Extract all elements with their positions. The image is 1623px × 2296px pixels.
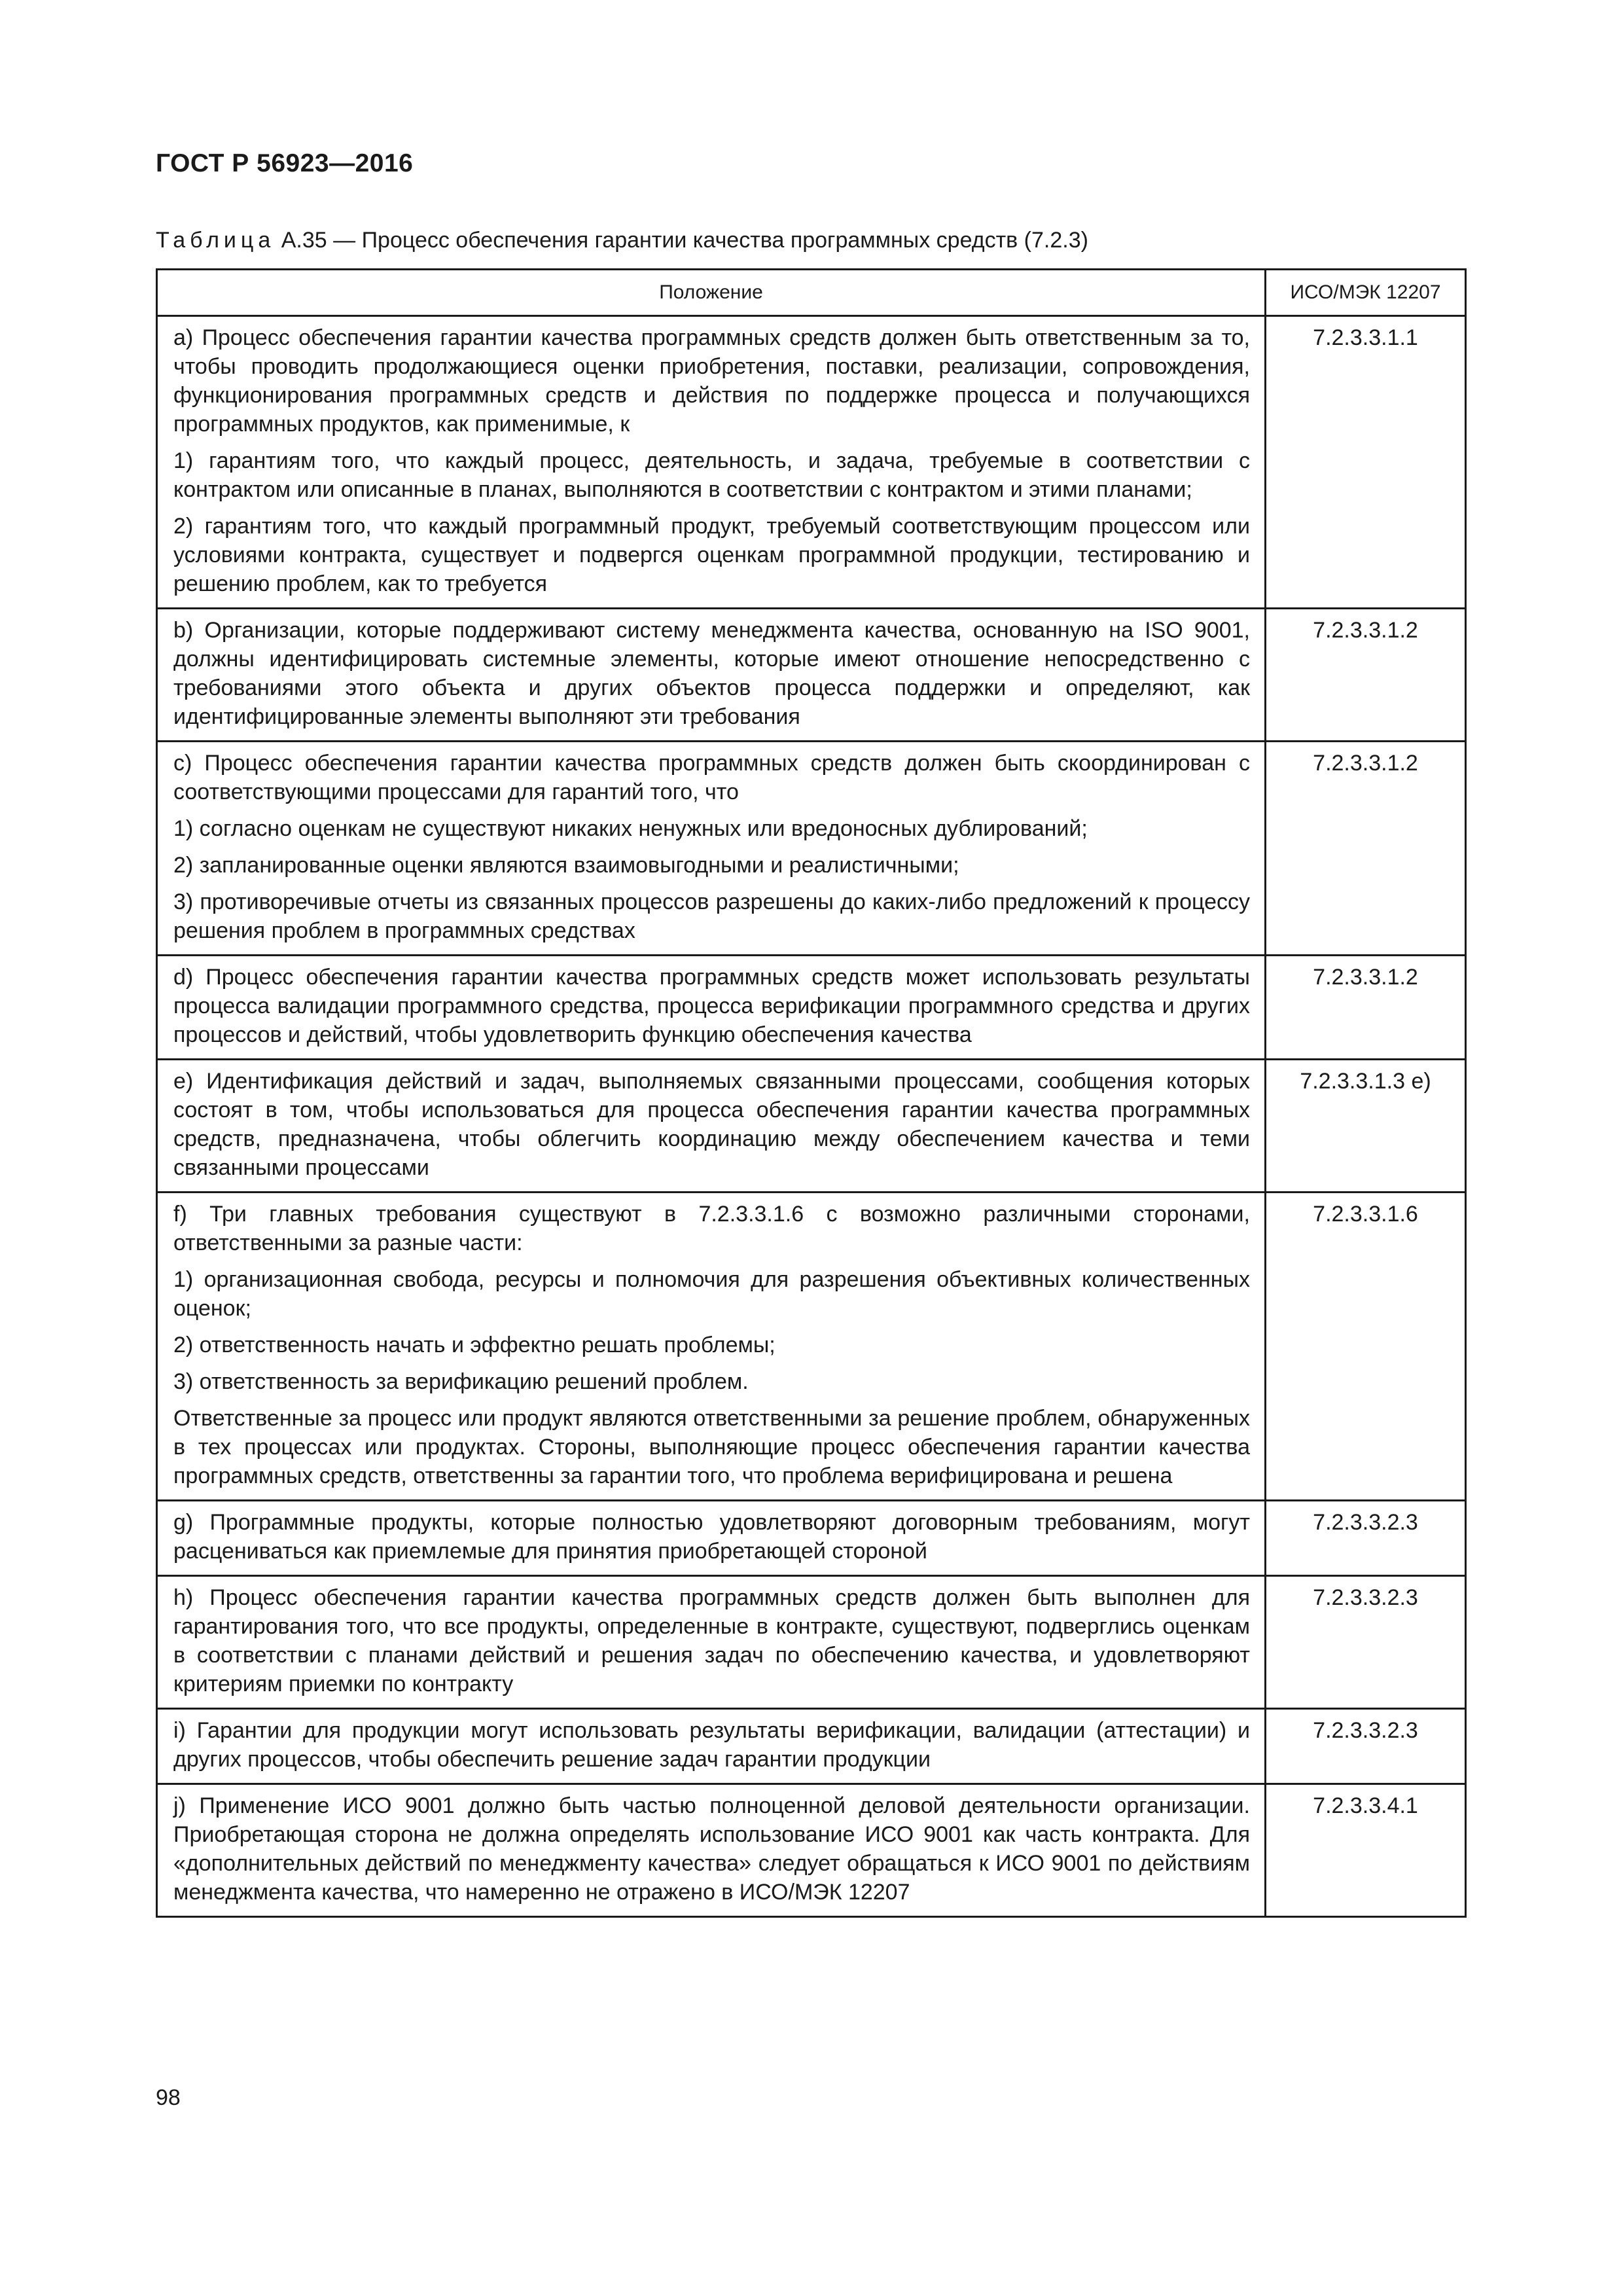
table-row [157, 1709, 1466, 1784]
iso-reference-cell: 7.2.3.3.2.3 [1266, 1501, 1466, 1576]
table-row [157, 742, 1466, 956]
provision-paragraph: 1) согласно оценкам не существуют никаких ненужных или вредоносных дублирований; [173, 816, 1088, 841]
table-row [157, 956, 1466, 1060]
provision-cell [157, 1784, 1266, 1917]
iso-reference-cell: 7.2.3.3.2.3 [1266, 1709, 1466, 1784]
provision-cell [157, 1576, 1266, 1709]
iso-reference-cell: 7.2.3.3.1.2 [1266, 742, 1466, 956]
iso-reference-cell: 7.2.3.3.1.1 [1266, 316, 1466, 609]
table-row [157, 1784, 1466, 1917]
table-row [157, 1060, 1466, 1193]
provision-paragraph: 2) запланированные оценки являются взаимовыгодными и реалистичными; [173, 853, 959, 878]
table-caption-prefix: Таблица [156, 228, 276, 253]
table-row [157, 316, 1466, 609]
provision-paragraph: c) Процесс обеспечения гарантии качества программных средств должен быть скоординирован с соответствующими процессами для гарантий того, что [173, 751, 1250, 804]
provision-cell [157, 316, 1266, 609]
provision-paragraph: Ответственные за процесс или продукт являются ответственными за решение проблем, обнаруженных в тех процессах или продуктах. Стороны, выполняющие процесс обеспечения гарантии качества программных средств, ответственны за гарантии того, что проблема верифицирована и решена [173, 1406, 1250, 1488]
page-number: 98 [156, 2085, 181, 2110]
iso-reference-cell: 7.2.3.3.1.3 e) [1266, 1060, 1466, 1193]
provision-cell [157, 1709, 1266, 1784]
document-header: ГОСТ Р 56923—2016 [156, 149, 414, 177]
table-row [157, 1193, 1466, 1501]
provision-paragraph: 1) организационная свобода, ресурсы и полномочия для разрешения объективных количественных оценок; [173, 1267, 1250, 1321]
provision-cell [157, 1501, 1266, 1576]
provision-paragraph: g) Программные продукты, которые полностью удовлетворяют договорным требованиям, могут расцениваться как приемлемые для принятия приобретающей стороной [173, 1510, 1250, 1564]
provision-paragraph: d) Процесс обеспечения гарантии качества программных средств может использовать результаты процесса валидации программного средства, процесса верификации программного средства и других процессов и действий, чтобы удовлетворить функцию обеспечения качества [173, 965, 1250, 1047]
iso-reference-cell: 7.2.3.3.1.2 [1266, 609, 1466, 742]
provision-cell [157, 1193, 1266, 1501]
provision-paragraph: 2) гарантиям того, что каждый программный продукт, требуемый соответствующим процессом или условиями контракта, существует и подвергся оценкам программной продукции, тестированию и решению проблем, как то требуется [173, 514, 1250, 596]
provision-paragraph: b) Организации, которые поддерживают систему менеджмента качества, основанную на ISO 9001, должны идентифицировать системные элементы, которые имеют отношение непосредственно с требованиями этого объекта и других объектов процесса поддержки и определяют, как идентифицированные элементы выполняют эти требования [173, 618, 1250, 729]
provision-paragraph: 3) ответственность за верификацию решений проблем. [173, 1369, 749, 1394]
iso-reference-cell: 7.2.3.3.2.3 [1266, 1576, 1466, 1709]
table-row [157, 1576, 1466, 1709]
table-header-row [157, 270, 1466, 316]
requirements-table [156, 268, 1467, 1918]
provision-paragraph: e) Идентификация действий и задач, выполняемых связанными процессами, сообщения которых состоят в том, чтобы использоваться для процесса обеспечения гарантии качества программных средств, предназначена, чтобы облегчить координацию между обеспечением качества и теми связанными процессами [173, 1069, 1250, 1180]
provision-paragraph: h) Процесс обеспечения гарантии качества программных средств должен быть выполнен для гарантирования того, что все продукты, определенные в контракте, существуют, подверглись оценкам в соответствии с планами действий и решения задач по обеспечению качества, и удовлетворяют критериям приемки по контракту [173, 1585, 1250, 1696]
provision-paragraph: 3) противоречивые отчеты из связанных процессов разрешены до каких-либо предложений к процессу решения проблем в программных средствах [173, 889, 1250, 943]
column-header-iso-reference: ИСО/МЭК 12207 [1266, 270, 1466, 316]
provision-cell [157, 609, 1266, 742]
iso-reference-cell: 7.2.3.3.4.1 [1266, 1784, 1466, 1917]
provision-paragraph: j) Применение ИСО 9001 должно быть частью полноценной деловой деятельности организации. Приобретающая сторона не должна определять использование ИСО 9001 как часть контракта. Для «дополнительных действий по менеджменту качества» следует обращаться к ИСО 9001 по действиям менеджмента качества, что намеренно не отражено в ИСО/МЭК 12207 [173, 1793, 1250, 1905]
column-header-provision: Положение [157, 270, 1266, 316]
provision-cell [157, 742, 1266, 956]
provision-paragraph: i) Гарантии для продукции могут использовать результаты верификации, валидации (аттестации) и других процессов, чтобы обеспечить решение задач гарантии продукции [173, 1718, 1250, 1772]
table-row [157, 609, 1466, 742]
provision-cell [157, 956, 1266, 1060]
iso-reference-cell: 7.2.3.3.1.2 [1266, 956, 1466, 1060]
provision-cell [157, 1060, 1266, 1193]
provision-paragraph: f) Три главных требования существуют в 7.2.3.3.1.6 с возможно различными сторонами, ответственными за разные части: [173, 1202, 1250, 1255]
table-caption [156, 228, 1088, 253]
iso-reference-cell: 7.2.3.3.1.6 [1266, 1193, 1466, 1501]
provision-paragraph: 1) гарантиям того, что каждый процесс, деятельность, и задача, требуемые в соответствии с контрактом или описанные в планах, выполняются в соответствии с контрактом и этими планами; [173, 448, 1250, 502]
table-row [157, 1501, 1466, 1576]
provision-paragraph: a) Процесс обеспечения гарантии качества программных средств должен быть ответственным за то, чтобы проводить продолжающиеся оценки приобретения, поставки, реализации, сопровождения, функционирования программных средств и действия по поддержке процесса и получающихся программных продуктов, как применимые, к [173, 325, 1250, 437]
table-caption-text: А.35 — Процесс обеспечения гарантии качества программных средств (7.2.3) [275, 228, 1088, 253]
provision-paragraph: 2) ответственность начать и эффектно решать проблемы; [173, 1333, 776, 1357]
